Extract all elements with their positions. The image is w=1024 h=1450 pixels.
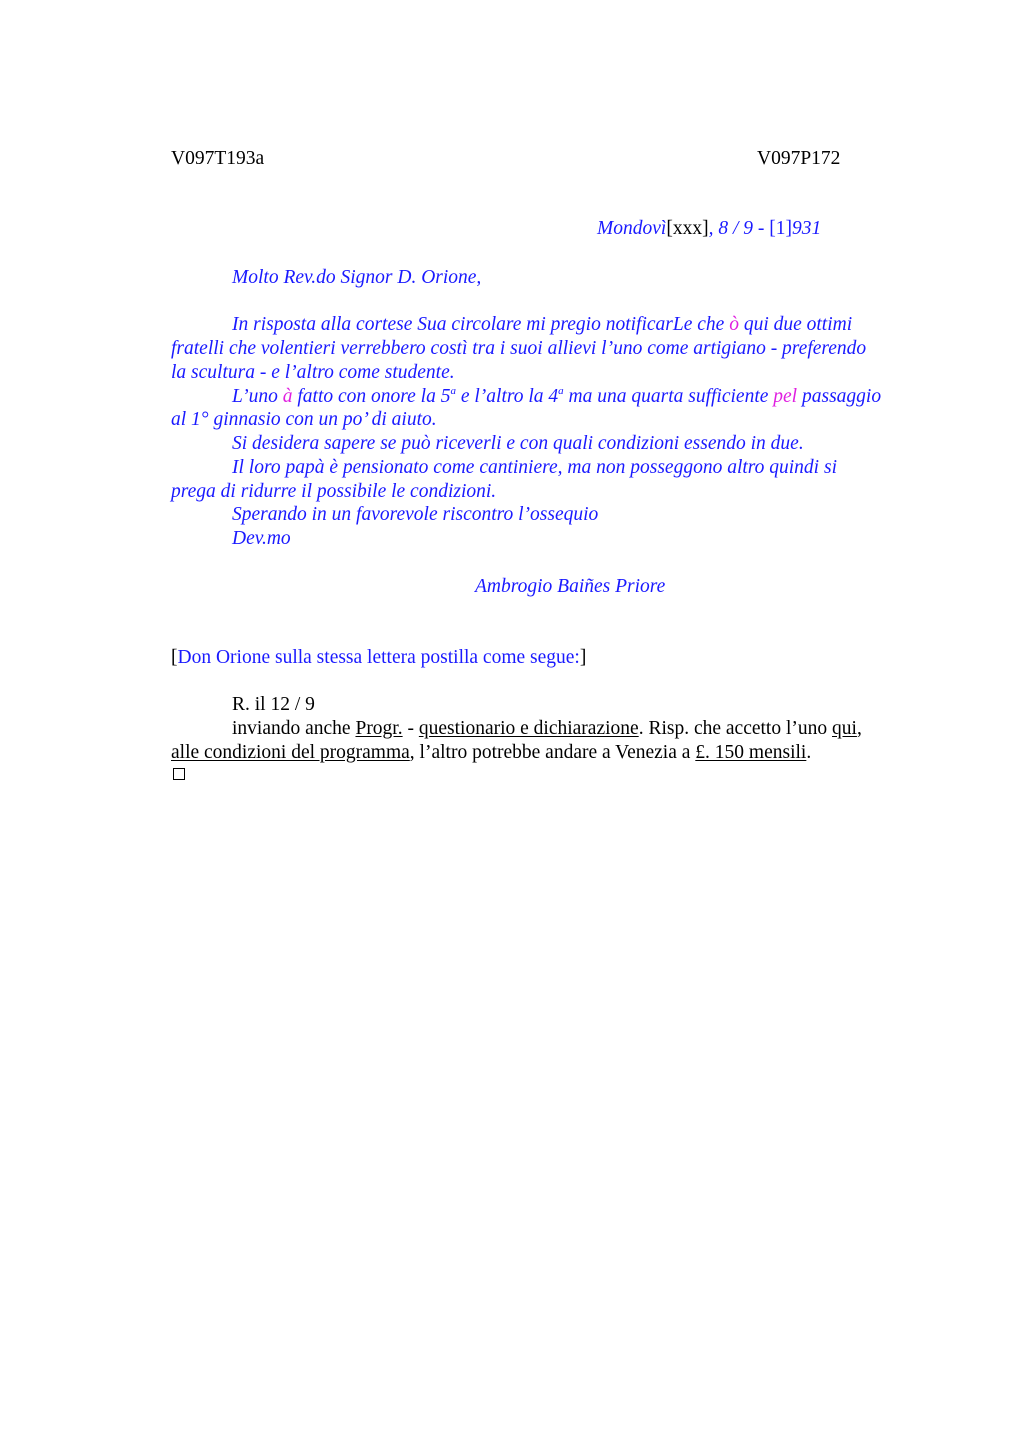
end-marker-square-icon [173,768,185,780]
editorial-note-text: Don Orione sulla stessa lettera postilla come segue: [177,647,580,668]
paragraph-2-line-2: al 1° ginnasio con un po’ di aiuto. [171,409,437,430]
text-run: fatto con onore la 5 [292,386,451,407]
dateline-bracket-1: [1] [769,218,792,239]
header-right-code: V097P172 [757,148,841,169]
paragraph-4-line-1: Il loro papà è pensionato come cantiniere, ma non posseggono altro quindi si [232,457,837,478]
closing: Dev.mo [232,528,291,549]
text-run: passaggio [797,386,882,407]
text-run: , [856,718,862,739]
paragraph-1-line-1 [232,313,852,337]
bracket: ] [579,647,587,668]
highlight-run: pel [773,386,798,407]
salutation: Molto Rev.do Signor D. Orione, [232,267,482,288]
underlined-run: alle condizioni del programma [171,742,410,763]
dateline [597,217,821,241]
text-run: qui due ottimi [738,314,853,335]
text-run: . Risp. che accetto l’uno [638,718,833,739]
dateline-place: Mondovì [597,218,667,239]
underlined-run: questionario e dichiarazione [418,718,639,739]
text-run: inviando anche [232,718,356,739]
dateline-bracket-xxx: [xxx] [666,218,709,239]
editorial-note [171,646,586,670]
text-run: e l’altro la 4 [455,386,559,407]
paragraph-3: Si desidera sapere se può riceverli e con quali condizioni essendo in due. [232,433,804,454]
paragraph-5: Sperando in un favorevole riscontro l’ossequio [232,504,599,525]
paragraph-1-line-3: la scultura - e l’altro come studente. [171,362,455,383]
bracket: [ [171,647,178,668]
paragraph-4-line-2: prega di ridurre il possibile le condizioni. [171,481,497,502]
underlined-run: Progr. [355,718,403,739]
reply-line-1: R. il 12 / 9 [232,694,315,715]
dateline-year: 931 [792,218,822,239]
dateline-date: , 8 / 9 - [708,218,770,239]
reply-line-2 [232,717,862,741]
signature: Ambrogio Baiñes Priore [475,576,666,597]
reply-line-3 [171,741,811,765]
text-run: ma una quarta sufficiente [563,386,774,407]
paragraph-1-line-2: fratelli che volentieri verrebbero costì tra i suoi allievi l’uno come artigiano - preferendo [171,338,867,359]
text-run: L’uno [232,386,283,407]
superscript: a [450,384,456,397]
highlight-run: ò [729,314,739,335]
text-run: , l’altro potrebbe andare a Venezia a [409,742,696,763]
text-run: In risposta alla cortese Sua circolare mi pregio notificarLe che [232,314,730,335]
header-left-code: V097T193a [171,148,265,169]
text-run: - [402,718,419,739]
underlined-run: £. 150 mensili [695,742,807,763]
paragraph-2-line-1 [232,385,881,409]
superscript: a [558,384,564,397]
text-run: . [806,742,812,763]
underlined-run: qui [832,718,857,739]
highlight-run: à [282,386,293,407]
